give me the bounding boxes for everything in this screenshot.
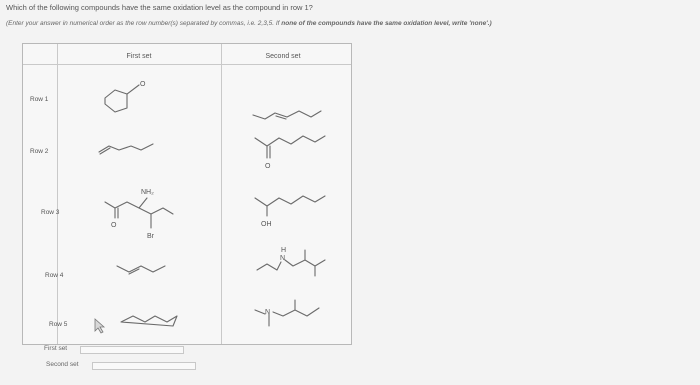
second-set-answer-input[interactable] <box>92 362 196 370</box>
first-set-label: First set <box>44 345 68 352</box>
row-5-first-set-structure <box>119 306 199 336</box>
row-4-second-set-structure <box>253 242 343 292</box>
svg-text:Br: Br <box>147 233 154 240</box>
svg-text:H: H <box>281 247 287 254</box>
row-4-first-set-structure <box>113 254 183 284</box>
row-3-first-set-structure <box>103 172 193 242</box>
row-5-second-set-structure <box>251 296 341 346</box>
column-divider <box>57 44 58 344</box>
cursor-icon <box>94 318 106 334</box>
svg-text:O: O <box>140 81 146 88</box>
row-1-first-set-structure <box>93 72 163 122</box>
instructions-none-text: none of the compounds have the same oxidation level, write 'none'.) <box>281 20 492 27</box>
row-2-label: Row 2 <box>30 148 49 155</box>
svg-text:O: O <box>111 222 117 229</box>
row-5-label: Row 5 <box>49 321 68 328</box>
svg-text:NH₂: NH₂ <box>141 189 154 196</box>
svg-text:OH: OH <box>261 221 272 228</box>
svg-text:N: N <box>280 255 286 262</box>
column-divider <box>221 44 222 344</box>
row-1-label: Row 1 <box>30 96 49 103</box>
question-text: Which of the following compounds have the same oxidation level as the compound in row 1? <box>6 3 313 12</box>
header-second-set: Second set <box>265 53 301 60</box>
second-set-label: Second set <box>46 361 79 368</box>
compound-table <box>22 43 352 345</box>
header-first-set: First set <box>126 53 152 60</box>
first-set-answer-input[interactable] <box>80 346 184 354</box>
svg-text:N: N <box>265 309 271 316</box>
row-2-first-set-structure <box>95 134 175 164</box>
row-3-second-set-structure <box>251 184 341 234</box>
header-divider <box>23 64 351 65</box>
row-2-second-set-structure <box>251 124 341 179</box>
row-3-label: Row 3 <box>41 209 60 216</box>
question-instructions <box>6 20 492 27</box>
svg-text:O: O <box>265 163 271 170</box>
row-4-label: Row 4 <box>45 272 64 279</box>
instructions-text: (Enter your answer in numerical order as the row number(s) separated by commas, i.e. 2,3,5. If <box>6 20 282 27</box>
